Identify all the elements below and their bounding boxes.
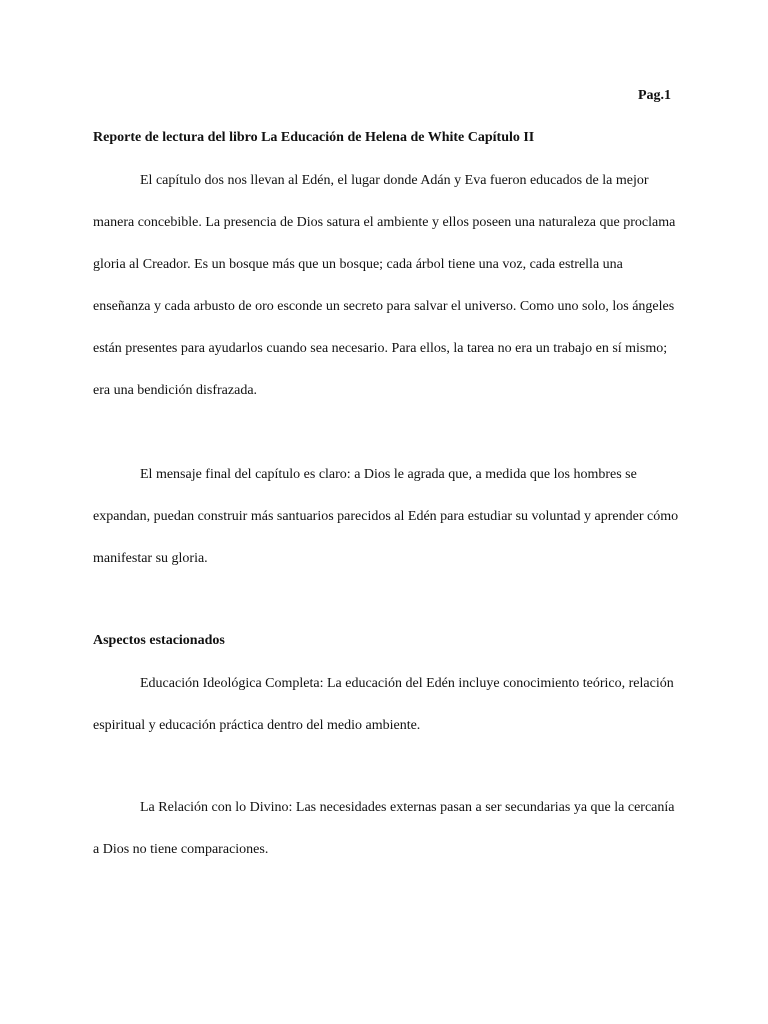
section-paragraph-2: La Relación con lo Divino: Las necesidades externas pasan a ser secundarias ya que la cercanía a Dios no tiene comparaciones. xyxy=(93,800,675,857)
paragraph-1: El capítulo dos nos llevan al Edén, el lugar donde Adán y Eva fueron educados de la mejor manera concebible. La presencia de Dios satura el ambiente y ellos poseen una naturaleza que proclama gloria al Creador. Es un bosque más que un bosque; cada árbol tiene una voz, cada estrella una enseñanza y cada arbusto de oro esconde un secreto para salvar el universo. Como uno solo, los ángeles están presentes para ayudarlos cuando sea necesario. Para ellos, la tarea no era un trabajo en sí mismo; era una bendición disfrazada. xyxy=(93,173,676,398)
section-paragraph-1: Educación Ideológica Completa: La educación del Edén incluye conocimiento teórico, relación espiritual y educación práctica dentro del medio ambiente. xyxy=(93,676,674,733)
section-heading: Aspectos estacionados xyxy=(93,633,225,648)
paragraph-2: El mensaje final del capítulo es claro: a Dios le agrada que, a medida que los hombres se expandan, puedan construir más santuarios parecidos al Edén para estudiar su voluntad y aprender cómo manifestar su gloria. xyxy=(93,467,679,566)
page-number: Pag.1 xyxy=(637,88,671,103)
document-title: Reporte de lectura del libro La Educación de Helena de White Capítulo II xyxy=(93,130,535,145)
